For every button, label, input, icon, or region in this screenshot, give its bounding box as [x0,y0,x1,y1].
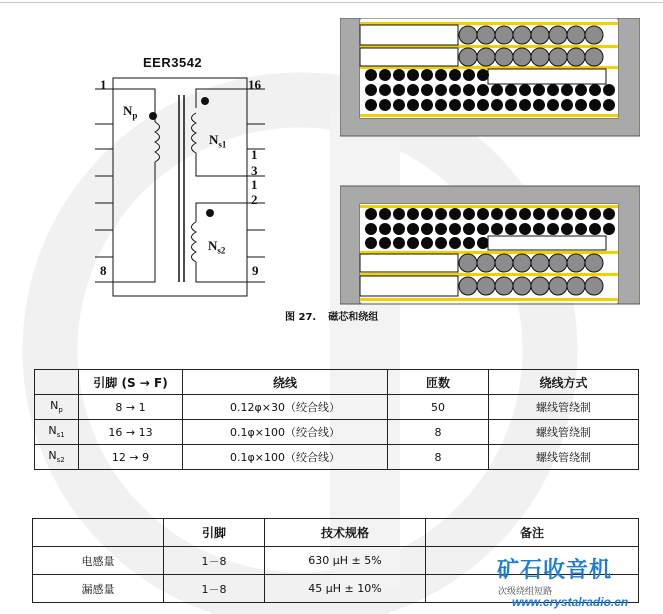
winding-table [34,369,639,470]
pin-8: 8 [100,263,107,278]
pin-12-lower: 2 [251,192,258,207]
col-header-turns: 匝数 [388,370,489,395]
pin-13-upper: 1 [251,147,258,162]
pin-16: 16 [248,77,261,92]
table-header-row [35,370,639,395]
col-header-note: 备注 [426,519,639,547]
table-row: $N_p$ 8 → 1 0.12φ×30（绞合线） 50 螺线管绕制 [35,395,639,420]
winding-ns2-label: $N_{s2}$ [208,238,226,256]
winding-ns1-label: $N_{s1}$ [209,132,227,150]
pin-9: 9 [252,263,259,278]
winding-np-label: $N_p$ [123,103,138,121]
table-row: 漏感量 1－8 45 μH ± 10% [33,575,639,603]
table-row: $N_{s2}$ 12 → 9 0.1φ×100（绞合线） 8 螺线管绕制 [35,445,639,470]
table-header-row [33,519,639,547]
col-header-spec: 技术规格 [265,519,426,547]
watermark-logo-text: 矿石收音机 [497,558,613,583]
pin-12-upper: 1 [251,177,258,192]
pin-13-lower: 3 [251,163,258,178]
col-header-wire: 绕线 [183,370,388,395]
figure-caption: 图 27. 磁芯和绕组 [285,312,379,323]
col-header-pins: 引脚 (S → F) [79,370,183,395]
table-row: 电感量 1－8 630 μH ± 5% [33,547,639,575]
table-row: $N_{s1}$ 16 → 13 0.1φ×100（绞合线） 8 螺线管绕制 [35,420,639,445]
pin-1: 1 [100,77,107,92]
col-header-pins: 引脚 [164,519,265,547]
col-header-method: 绕线方式 [489,370,639,395]
watermark-note: 次级绕组短路 [498,587,553,597]
schematic-title: EER3542 [143,55,203,70]
winding-cross-section [340,18,640,318]
watermark-url: www.crystalradio.cn [512,595,629,609]
